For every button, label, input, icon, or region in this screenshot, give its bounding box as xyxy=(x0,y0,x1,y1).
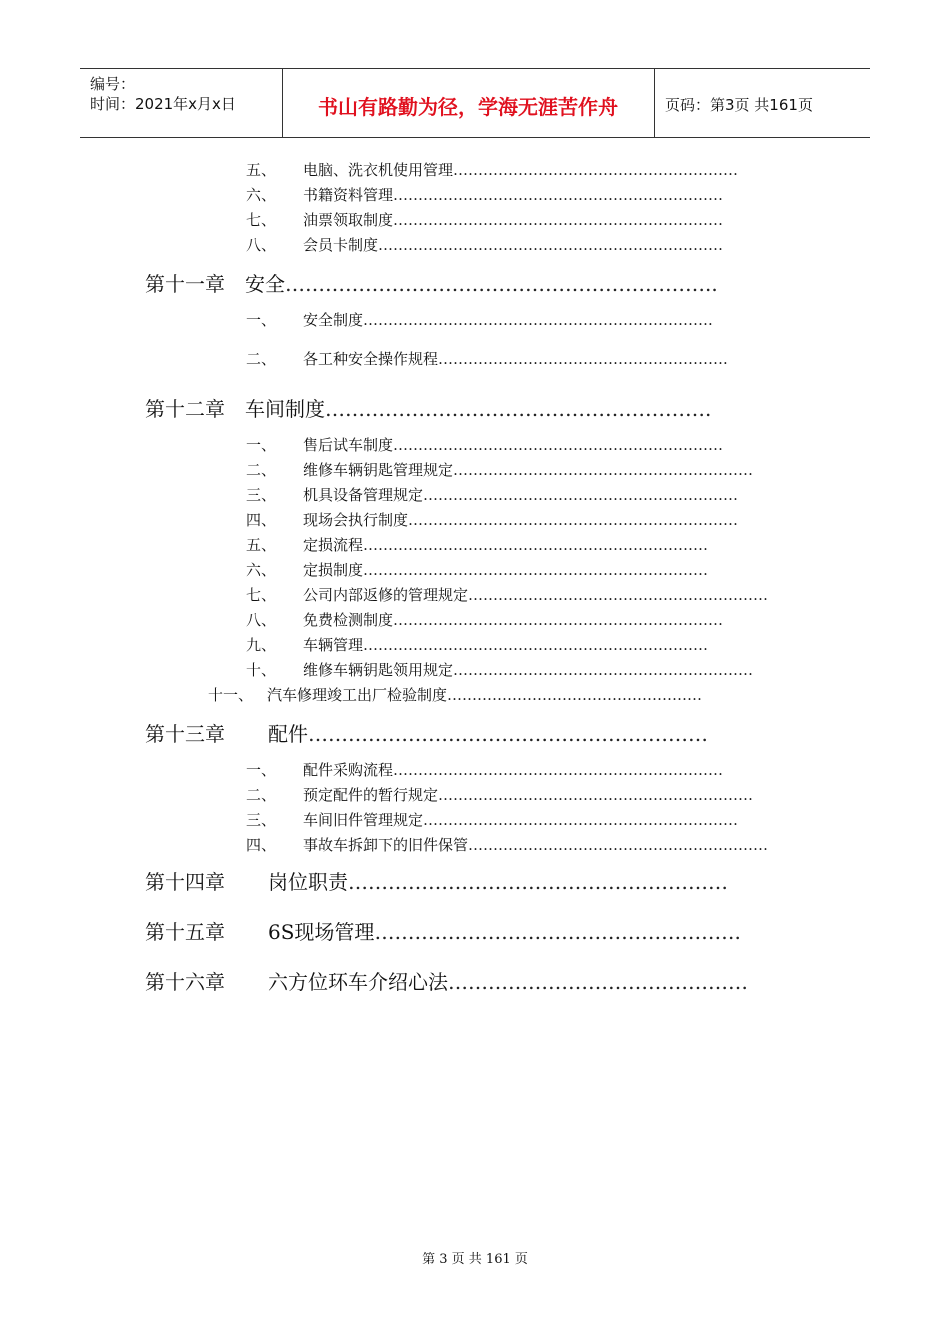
toc-section[interactable] xyxy=(246,510,770,530)
toc-title xyxy=(303,810,738,830)
toc-title xyxy=(303,235,723,255)
toc-number: 八、 xyxy=(246,611,277,629)
toc-number: 第十一章 xyxy=(145,272,225,296)
toc-title-text: 事故车拆卸下的旧件保管 xyxy=(303,836,469,854)
toc-title-text: 各工种安全操作规程 xyxy=(303,350,439,368)
toc-number: 二、 xyxy=(246,786,277,804)
toc-title xyxy=(303,485,738,505)
toc-section[interactable] xyxy=(246,835,770,855)
toc-leader-dots: ………………………………………………………… xyxy=(393,211,724,229)
toc-leader-dots: …………………………………………………… xyxy=(308,722,708,746)
toc-section[interactable] xyxy=(246,635,770,655)
toc-number: 第十三章 xyxy=(145,722,225,746)
toc-leader-dots: ………………………………………………………… xyxy=(393,761,724,779)
toc-leader-dots: ……………………………………………………… xyxy=(423,811,739,829)
toc-title xyxy=(303,460,753,480)
toc-title xyxy=(303,635,708,655)
toc-title-text: 定损流程 xyxy=(303,536,364,554)
toc-title-text: 配件 xyxy=(268,722,308,746)
toc-leader-dots: ………………………………………………… xyxy=(453,161,739,179)
toc-leader-dots: ………………………………………………………… xyxy=(393,436,724,454)
time-label: 时间：2021年x月x日 xyxy=(90,95,236,113)
toc-title xyxy=(268,918,741,946)
toc-number: 四、 xyxy=(246,836,277,854)
toc-leader-dots: …………………………………………………… xyxy=(468,586,769,604)
toc-number: 七、 xyxy=(246,211,277,229)
toc-title xyxy=(268,720,708,748)
toc-title-text: 车辆管理 xyxy=(303,636,364,654)
toc-chapter[interactable] xyxy=(145,918,770,946)
toc-number: 第十五章 xyxy=(145,920,225,944)
header-motto-cell xyxy=(282,69,655,137)
toc-title-text: 维修车辆钥匙领用规定 xyxy=(303,661,454,679)
page-header xyxy=(80,68,870,138)
toc-section[interactable] xyxy=(246,235,770,255)
toc-leader-dots: …………………………………………………………… xyxy=(363,636,709,654)
toc-title-text: 油票领取制度 xyxy=(303,211,394,229)
toc-leader-dots: ………………………………………………. xyxy=(374,920,741,944)
toc-title xyxy=(268,968,748,996)
toc-section[interactable] xyxy=(246,585,770,605)
toc-number: 五、 xyxy=(246,161,277,179)
toc-title-text: 车间旧件管理规定 xyxy=(303,811,424,829)
toc-leader-dots: ………………………………………………………… xyxy=(393,186,724,204)
toc-section[interactable] xyxy=(246,160,770,180)
toc-section[interactable] xyxy=(246,560,770,580)
toc-title xyxy=(245,270,718,298)
toc-title xyxy=(303,535,708,555)
toc-title-text: 机具设备管理规定 xyxy=(303,486,424,504)
toc-title xyxy=(267,685,702,705)
toc-number: 十、 xyxy=(246,661,277,679)
toc-section[interactable] xyxy=(246,535,770,555)
toc-title-text: 安全 xyxy=(245,272,285,296)
toc-leader-dots: …………………………………………………. xyxy=(325,397,712,421)
toc-title-text: 六方位环车介绍心法 xyxy=(268,970,448,994)
toc-section[interactable] xyxy=(246,785,770,805)
toc-leader-dots: …………………………………………………. xyxy=(438,350,728,368)
toc-number: 九、 xyxy=(246,636,277,654)
toc-number: 一、 xyxy=(246,436,277,454)
toc-section[interactable] xyxy=(208,685,770,705)
toc-number: 二、 xyxy=(246,461,277,479)
toc-title xyxy=(303,435,723,455)
toc-title-text: 电脑、洗衣机使用管理 xyxy=(303,161,454,179)
toc-section[interactable] xyxy=(246,810,770,830)
page-footer: 第 3 页 共 161 页 xyxy=(422,1252,528,1267)
toc-title xyxy=(303,660,753,680)
toc-leader-dots: ………………………………………………………… xyxy=(393,611,724,629)
toc-title-text: 配件采购流程 xyxy=(303,761,394,779)
toc-title-text: 岗位职责 xyxy=(268,870,348,894)
number-label: 编号： xyxy=(90,75,136,93)
page-info: 页码：第3页 共161页 xyxy=(665,96,813,114)
toc-title-text: 公司内部返修的管理规定 xyxy=(303,586,469,604)
toc-leader-dots: ………………………………………………………… xyxy=(408,511,739,529)
toc-leader-dots: ……………………………………… xyxy=(448,970,748,994)
toc-title-text: 安全制度 xyxy=(303,311,364,329)
toc-title xyxy=(303,210,723,230)
toc-chapter[interactable] xyxy=(145,395,770,423)
toc-leader-dots: …………………………………………………… xyxy=(453,661,754,679)
toc-title xyxy=(303,510,738,530)
toc-title-text: 6S现场管理 xyxy=(268,920,375,944)
toc-section[interactable] xyxy=(246,660,770,680)
toc-section[interactable] xyxy=(246,210,770,230)
toc-title xyxy=(303,785,753,805)
toc-section[interactable] xyxy=(246,485,770,505)
toc-leader-dots: …………………………………………………………… xyxy=(363,536,709,554)
toc-leader-dots: ………………………………………………… xyxy=(348,870,728,894)
toc-title-text: 会员卡制度 xyxy=(303,236,379,254)
toc-title-text: 定损制度 xyxy=(303,561,364,579)
toc-leader-dots: …………………………………………………… xyxy=(468,836,769,854)
toc-title xyxy=(303,310,713,330)
toc-leader-dots: ……………………………………………………….. xyxy=(285,272,718,296)
toc-title-text: 书籍资料管理 xyxy=(303,186,394,204)
motto-text: 书山有路勤为径，学海无涯苦作舟 xyxy=(318,95,618,119)
toc-title xyxy=(303,185,723,205)
toc-leader-dots: …………………………………………… xyxy=(447,686,703,704)
toc-title xyxy=(303,610,723,630)
toc-section[interactable] xyxy=(246,349,770,369)
toc-section[interactable] xyxy=(246,460,770,480)
toc-title xyxy=(303,760,723,780)
toc-chapter[interactable] xyxy=(145,868,770,896)
toc-number: 第十四章 xyxy=(145,870,225,894)
toc-chapter[interactable] xyxy=(145,720,770,748)
toc-leader-dots: ……………………………………………………………. xyxy=(363,311,713,329)
toc-number: 一、 xyxy=(246,311,277,329)
toc-title xyxy=(303,835,768,855)
toc-section[interactable] xyxy=(246,435,770,455)
toc-title-text: 现场会执行制度 xyxy=(303,511,409,529)
toc-leader-dots: ……………………………………………………… xyxy=(423,486,739,504)
toc-chapter[interactable] xyxy=(145,270,770,298)
toc-leader-dots: …………………………………………………… xyxy=(453,461,754,479)
toc-number: 七、 xyxy=(246,586,277,604)
toc-number: 三、 xyxy=(246,486,277,504)
toc-number: 六、 xyxy=(246,186,277,204)
toc-number: 二、 xyxy=(246,350,277,368)
toc-number: 六、 xyxy=(246,561,277,579)
toc-title xyxy=(303,585,768,605)
toc-title xyxy=(303,349,728,369)
header-page-cell xyxy=(655,69,870,137)
toc-title-text: 预定配件的暂行规定 xyxy=(303,786,439,804)
toc-title xyxy=(245,395,711,423)
toc-title-text: 车间制度 xyxy=(245,397,325,421)
toc-title-text: 维修车辆钥匙管理规定 xyxy=(303,461,454,479)
toc-leader-dots: …………………………………………………………… xyxy=(378,236,724,254)
toc-title xyxy=(268,868,728,896)
toc-number: 十一、 xyxy=(208,686,254,704)
toc-title-text: 汽车修理竣工出厂检验制度 xyxy=(267,686,448,704)
toc-chapter[interactable] xyxy=(145,968,770,996)
toc-section[interactable] xyxy=(246,310,770,330)
toc-section[interactable] xyxy=(246,610,770,630)
toc-leader-dots: ……………………………………………………… xyxy=(438,786,754,804)
toc-title xyxy=(303,160,738,180)
toc-section[interactable] xyxy=(246,185,770,205)
toc-title xyxy=(303,560,708,580)
toc-number: 第十六章 xyxy=(145,970,225,994)
toc-number: 四、 xyxy=(246,511,277,529)
toc-title-text: 免费检测制度 xyxy=(303,611,394,629)
toc-number: 三、 xyxy=(246,811,277,829)
toc-leader-dots: …………………………………………………………… xyxy=(363,561,709,579)
toc-number: 一、 xyxy=(246,761,277,779)
toc-section[interactable] xyxy=(246,760,770,780)
toc-number: 八、 xyxy=(246,236,277,254)
toc-title-text: 售后试车制度 xyxy=(303,436,394,454)
toc-number: 五、 xyxy=(246,536,277,554)
toc-number: 第十二章 xyxy=(145,397,225,421)
header-meta-cell xyxy=(80,69,283,137)
